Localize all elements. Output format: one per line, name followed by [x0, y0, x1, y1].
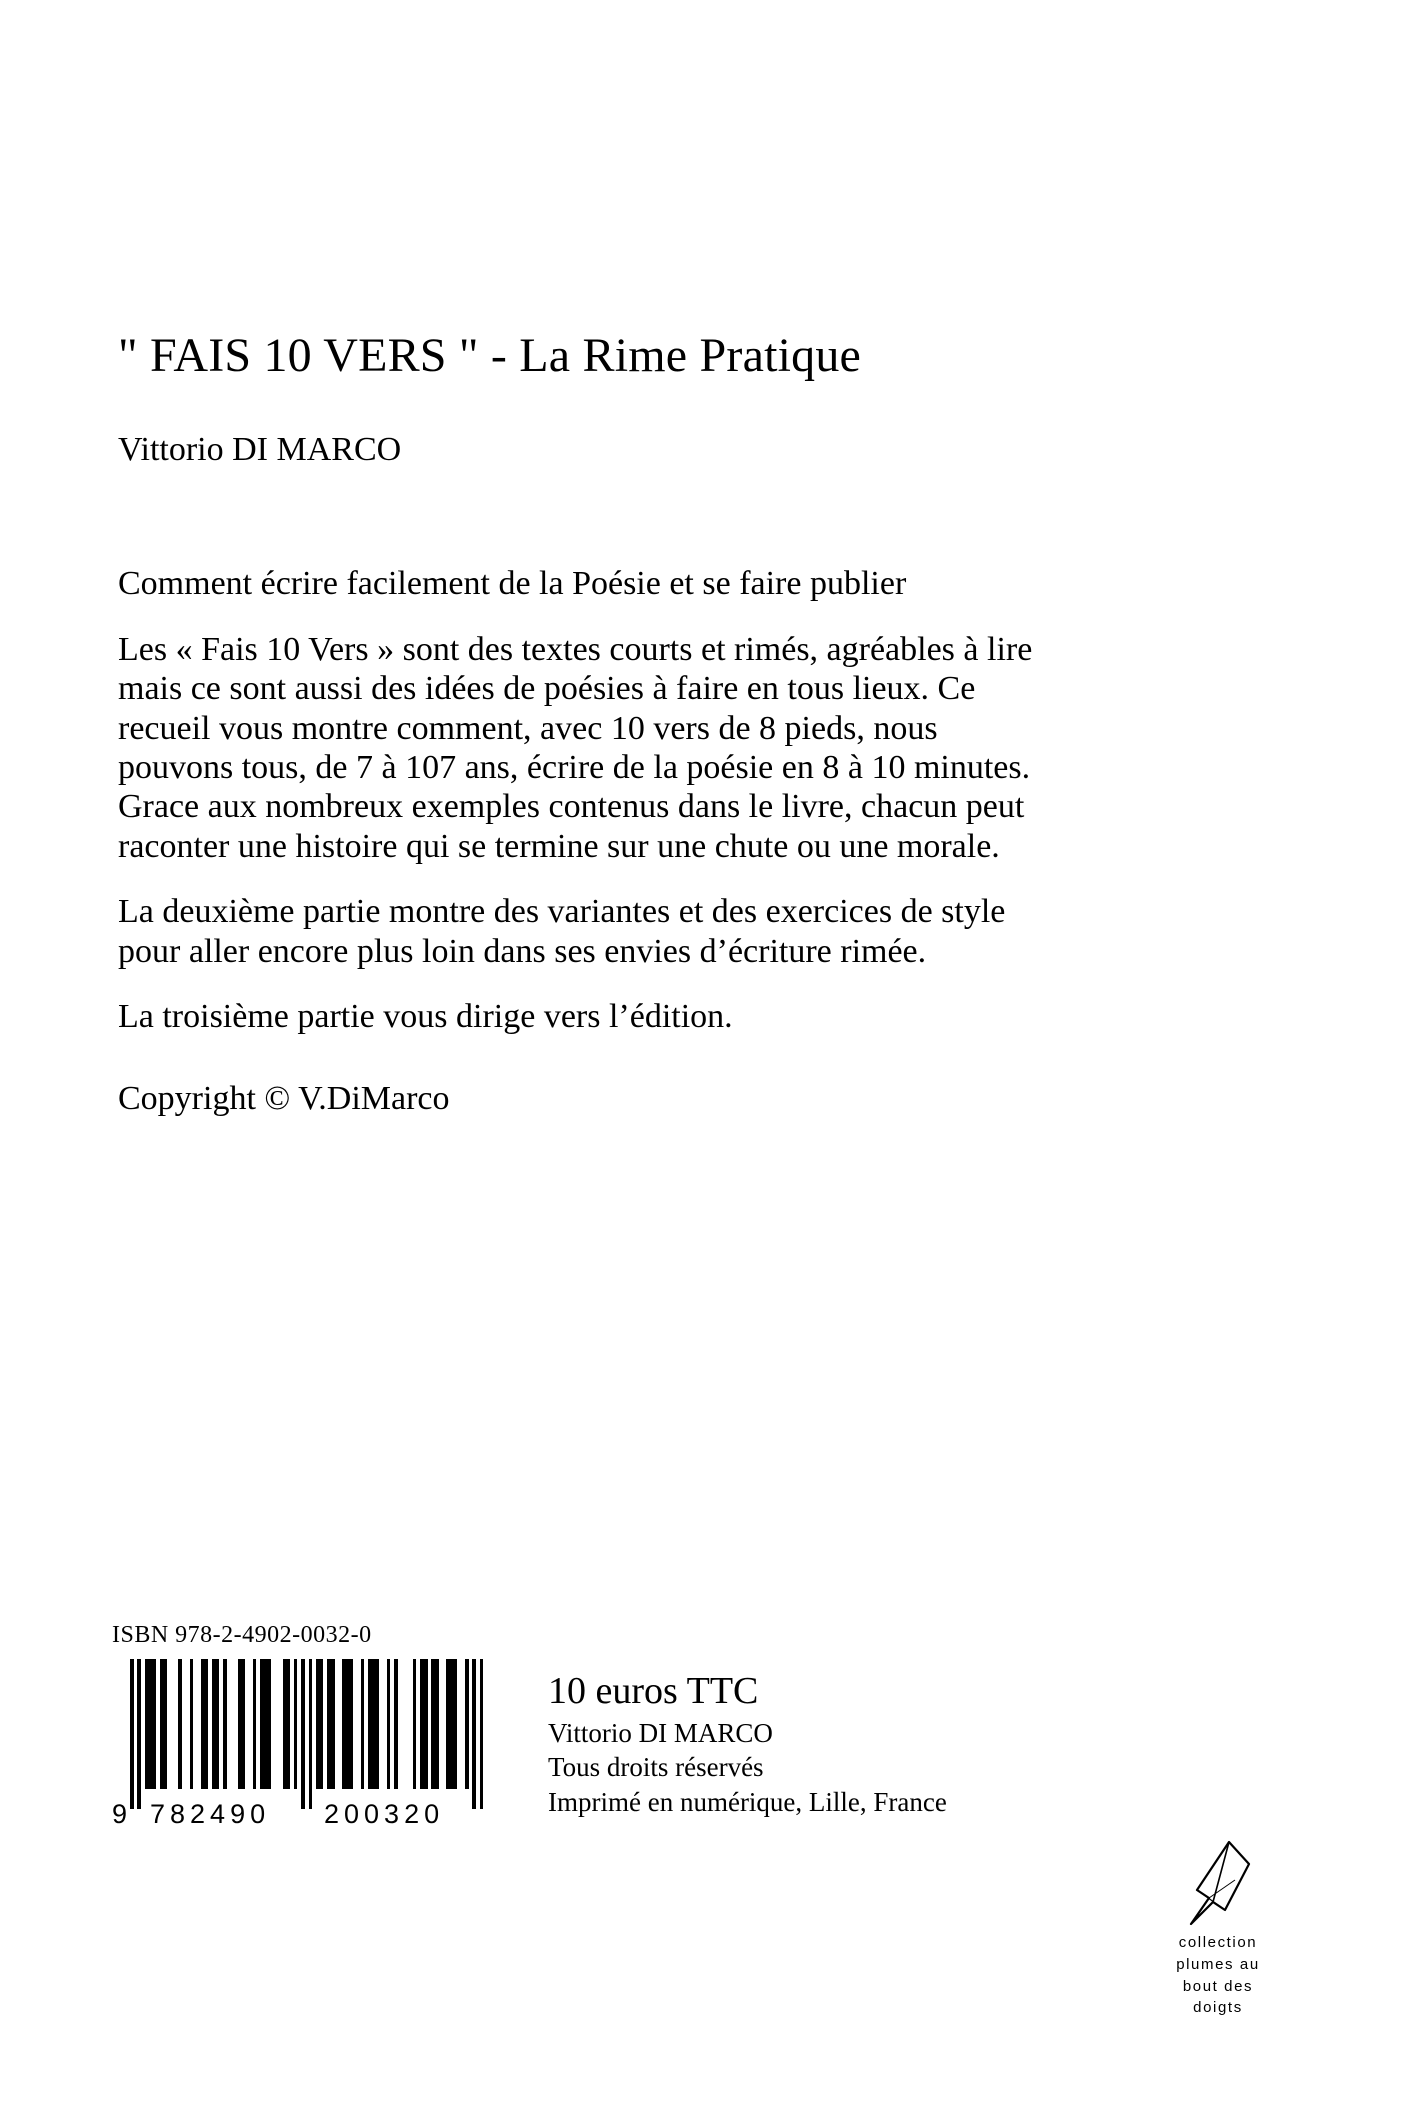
isbn-block: [112, 1622, 512, 1829]
isbn-barcode: [112, 1659, 484, 1829]
imprint-author: Vittorio DI MARCO: [548, 1717, 773, 1748]
qr-code-icon: [952, 1908, 1062, 2018]
blurb-paragraph-4: La troisième partie vous dirige vers l’édition.: [118, 998, 733, 1036]
imprint-block: [548, 1672, 1168, 1820]
publisher-caption: [1148, 1932, 1288, 2019]
barcode-bars: [130, 1659, 484, 1809]
subtitle-text: Comment écrire facilement de la Poésie et se faire publier: [118, 565, 907, 603]
blurb-block: [118, 564, 1178, 1036]
publisher-caption-line-3: bout des: [1182, 1977, 1254, 1995]
publisher-caption-line-4: doigts: [1193, 1999, 1243, 2017]
barcode-group-2: 200320: [324, 1799, 445, 1829]
copyright-text: Copyright © V.DiMarco: [118, 1079, 450, 1117]
publisher-logo: [1148, 1840, 1288, 2019]
blurb-paragraph-3: La deuxième partie montre des variantes et des exercices de style pour aller encore plus loin dans ses envies d’écriture rimée.: [118, 893, 1006, 970]
publisher-caption-line-2: plumes au: [1176, 1955, 1260, 1973]
isbn-number: ISBN 978-2-4902-0032-0: [112, 1622, 372, 1648]
barcode-group-1: 782490: [150, 1799, 271, 1829]
imprint-printing: Imprimé en numérique, Lille, France: [548, 1786, 947, 1817]
blurb-paragraph-2: Grace aux nombreux exemples contenus dans le livre, chacun peut raconter une histoire qui se termine sur une chute ou une morale.: [118, 788, 1025, 865]
imprint-rights: Tous droits réservés: [548, 1752, 764, 1783]
barcode-lead-digit: 9: [112, 1799, 133, 1829]
blurb-paragraph-1: Les « Fais 10 Vers » sont des textes courts et rimés, agréables à lire mais ce sont aussi des idées de poésies à faire en tous lieux. Ce recueil vous montre comment, avec 10 vers de 8 pieds, nous pouvons tous, de 7 à 107 ans, écrire de la poésie en 8 à 10 minutes.: [118, 630, 1033, 786]
author-name: Vittorio DI MARCO: [118, 430, 402, 468]
page-title: " FAIS 10 VERS " - La Rime Pratique: [118, 329, 862, 382]
publisher-caption-line-1: collection: [1178, 1934, 1258, 1951]
cover-text-block: [118, 330, 1178, 1118]
price-label: 10 euros TTC: [548, 1670, 759, 1712]
quill-feather-icon: [1183, 1840, 1253, 1926]
